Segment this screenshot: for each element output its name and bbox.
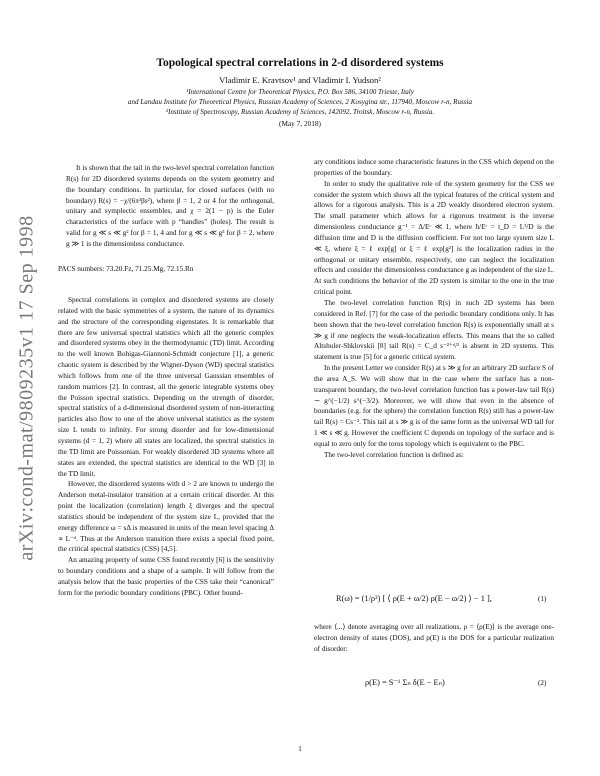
paragraph: An amazing property of some CSS found recently [6] is the sensitivity to boundary conditions and a shape of a sample. It will follow from the analysis below that the basic properties of the CSS take their “canonical” form for the periodic boundary conditions (PBC). Other bound- xyxy=(58,556,274,597)
after-equation-1-text: where ⟨...⟩ denote averaging over all realizations, ρ = ⟨ρ(E)⟩ is the average one-electron density of states (DOS), and ρ(E) is the DOS for a particular realization of disorder: xyxy=(314,623,554,653)
left-column-body xyxy=(58,295,274,599)
paragraph: The two-level correlation function is defined as: xyxy=(324,450,464,459)
equation-1-number: (1) xyxy=(538,595,547,603)
paper-title: Topological spectral correlations in 2-d disordered systems xyxy=(156,57,444,69)
equation-2-number: (2) xyxy=(538,679,547,687)
paragraph: Spectral correlations in complex and disordered systems are closely related with the basic symmetries of a system, the nature of its dynamics and the structure of the corresponding eigenstates. It is remarkable that there are few universal spectral statistics which all the generic complex and disordered systems obey in the thermodynamic (TD) limit. According to the well known Bohigas-Giannoni-Schmidt conjecture [1], a generic chaotic system is described by the Wigner-Dyson (WD) spectral statistics which follows from one of the three universal Gaussian ensembles of random matrices [2]. In contrast, all the generic integrable systems obey the Poisson spectral statistics. Depending on the strength of disorder, spectral statistics of a d-dimensional disordered system of non-interacting particles also flow to one of the above universal statistics as the system size L tends to infinity. For strong disorder and for low-dimensional systems (d = 1, 2) where all states are localized, the spectral statistics in the TD limit are Poissonian. For weakly disordered 3D systems where all states are extended, the spectral statistics are identical to the WD [3] in the TD limit. xyxy=(58,296,274,478)
abstract xyxy=(66,163,274,250)
equation-1: R(ω) = (1/ρ²) [ ⟨ ρ(E + ω/2) ρ(E − ω/2) ⟩ − 1 ], xyxy=(336,594,492,603)
date-line: (May 7, 2018) xyxy=(279,119,321,128)
paragraph: In order to study the qualitative role of the system geometry for the CSS we consider the system which shows all the typical features of the critical system and allows for a rigorous analysis. This is a 2D weakly disordered electron system. The small parameter which allows for a rigorous treatment is the inverse dimensionless conductance g⁻¹ = Δ/Eᶜ ≪ 1, where ħ/Eᶜ = t_D = L²/D is the diffusion time and D is the diffusion coefficient. For not too large system size L ≪ ξ, where ξ = ℓ exp[g] or ξ = ℓ exp[g²] is the localization radius in the orthogonal or unitary ensemble, respectively, one can neglect the localization effects and consider the dimensionless conductance g as independent of the size L. At such conditions the behavior of the 2D system is similar to the one in the true critical point. xyxy=(314,179,554,297)
paragraph: In the present Letter we consider R(s) at s ≫ g for an arbitrary 2D surface S of the area A_S. We will show that in the case where the surface has a non-transparent boundary, the two-level correlation function has a power-law tail R(s) ∼ g^(−1/2) s^(−3/2). Moreover, we will show that even in the absence of boundaries (e.g. for the sphere) the correlation function R(s) still has a power-law tail R(s) = Cs⁻². This tail at s ≫ g is of the same form as the universal WD tail for 1 ≪ s ≪ g. However the coefficient C depends on topology of the surface and is equal to zero only for the torus topology which is equivalent to the PBC. xyxy=(314,364,554,448)
paragraph: ary conditions induce some characteristic features in the CSS which depend on the properties of the boundary. xyxy=(314,158,554,177)
paragraph: The two-level correlation function R(s) in such 2D systems has been considered in Ref. [7] for the case of the periodic boundary conditions only. It has been shown that the two-level correlation function R(s) is exponentially small at s ≫ g if one neglects the weak-localization effects. This means that the so called Altshuler-Shklovskii [8] tail R(s) = C_d s⁻²⁺ᵈ/² is absent in 2D systems. This statement is true [5] for a generic critical system. xyxy=(314,298,554,362)
author-list: Vladimir E. Kravtsov¹ and Vladimir I. Yudson² xyxy=(219,75,381,85)
equation-2: ρ(E) = S⁻¹ Σₙ δ(E − Eₙ) xyxy=(365,678,445,687)
affiliation-1-cont: and Landau Institute for Theoretical Physics, Russian Academy of Sciences, 2 Kosygina str., 117940, Moscow r-n, Russia xyxy=(127,98,473,106)
abstract-text: It is shown that the tail in the two-level spectral correlation function R(s) for 2D disordered systems depends on the system geometry and the boundary conditions. In particular, for closed surfaces (with no boundary) R(s) = −χ/(6π²βs²), where β = 1, 2 or 4 for the orthogonal, unitary and symplectic ensembles, and χ = 2(1 − p) is the Euler characteristics of the surface with p “handles” (holes). The result is valid for g ≪ s ≪ g² for β = 1, 4 and for g ≪ s ≪ g³ for β = 2, where g ≫ 1 is the dimensionless conductance. xyxy=(66,164,274,248)
arxiv-id-text: arXiv:cond-mat/9809235v1 17 Sep 1998 xyxy=(15,215,38,561)
affiliation-2: ²Institute of Spectroscopy, Russian Academy of Sciences, 142092, Troitsk, Moscow r-n, Russia. xyxy=(165,108,435,116)
right-column-body xyxy=(314,157,554,461)
pacs-line: PACS numbers: 73.20.Fz, 71.25.Mg, 72.15.Rn xyxy=(58,265,194,273)
arxiv-sidebar-identifier xyxy=(12,200,42,576)
affiliation-1: ¹International Centre for Theoretical Physics, P.O. Box 586, 34100 Trieste, Italy xyxy=(186,88,414,96)
page-number: 1 xyxy=(298,744,302,753)
paragraph: However, the disordered systems with d > 2 are known to undergo the Anderson metal-insulator transition at a certain critical disorder. At this point the localization (correlation) length ξ diverges and the spectral statistics should be independent of the system size L, provided that the energy difference ω = sΔ is measured in units of the mean level spacing Δ ∝ L⁻ᵈ. Thus at the Anderson transition there exists a special fixed point, the critical spectral statistics (CSS) [4,5]. xyxy=(58,480,274,554)
